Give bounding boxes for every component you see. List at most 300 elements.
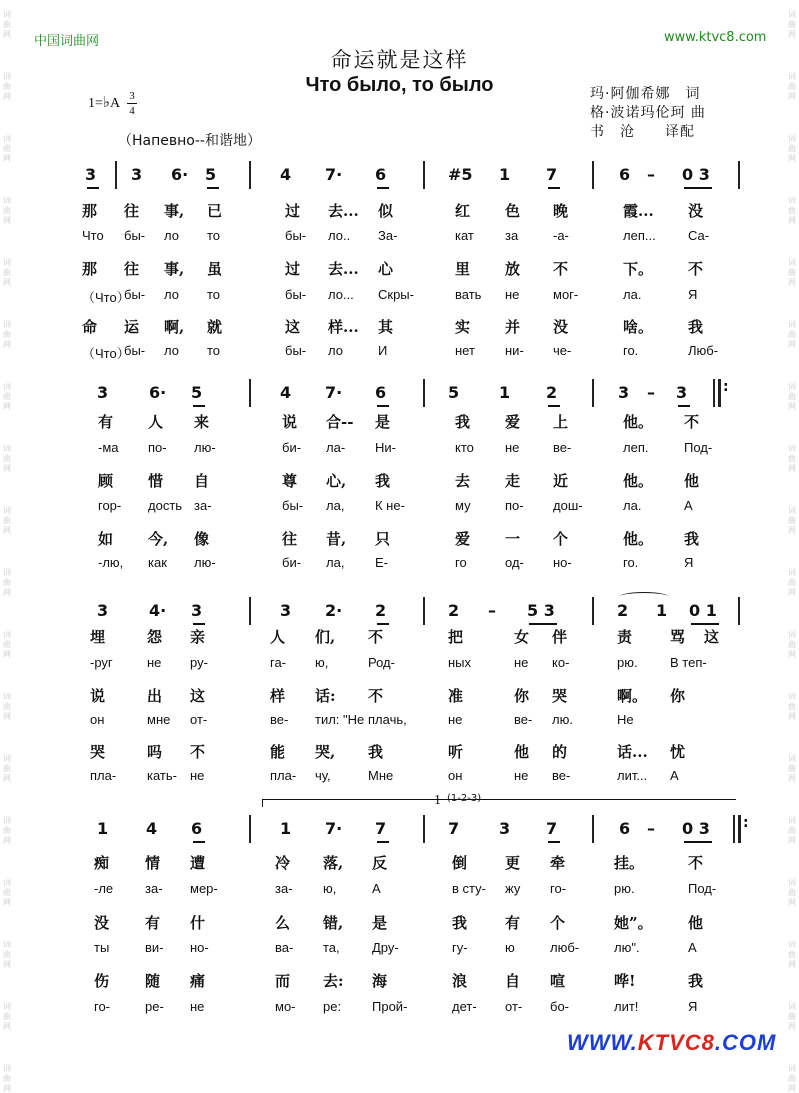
lyric-russian: би- xyxy=(282,440,302,455)
watermark-prefix: WWW. xyxy=(567,1030,638,1055)
side-watermark-glyph: 网 xyxy=(788,774,796,783)
barline xyxy=(423,815,425,843)
barline xyxy=(249,379,251,407)
meter-divider xyxy=(127,103,137,104)
lyric-russian: ве- xyxy=(270,712,289,727)
lyric-chinese: 过 xyxy=(285,202,301,220)
lyric-chinese: 上 xyxy=(553,413,569,431)
side-watermark-glyph: 网 xyxy=(788,588,796,597)
jianpu-note: 6· xyxy=(171,165,189,184)
jianpu-note: 1 xyxy=(280,819,292,838)
lyric-chinese: 像 xyxy=(194,530,210,548)
jianpu-note: 5 xyxy=(448,383,460,402)
jianpu-note: 6 xyxy=(375,383,387,402)
lyric-russian: ло... xyxy=(328,287,354,302)
lyric-chinese: 近 xyxy=(553,472,569,490)
lyric-chinese: 去 xyxy=(455,472,471,490)
jianpu-note: 6 xyxy=(619,165,631,184)
jianpu-note: 2 xyxy=(448,601,460,620)
lyric-russian: Люб- xyxy=(688,343,719,358)
lyric-russian: бы- xyxy=(124,287,146,302)
lyric-russian: ла. xyxy=(623,287,642,302)
jianpu-note: – xyxy=(647,165,655,184)
side-watermark-glyph: 词 xyxy=(788,506,796,515)
eighth-note-underline xyxy=(548,187,560,189)
jianpu-note: 3 xyxy=(618,383,630,402)
lyric-russian: ва- xyxy=(275,940,294,955)
lyric-chinese: 已 xyxy=(207,202,223,220)
lyric-chinese: 自 xyxy=(505,972,521,990)
lyric-chinese: 哗! xyxy=(614,972,636,990)
lyric-chinese: 出 xyxy=(147,687,163,705)
volta-repeat-passes: (1-2-3) xyxy=(447,793,482,804)
side-watermark-glyph: 曲 xyxy=(3,206,11,215)
side-watermark-glyph: 曲 xyxy=(3,640,11,649)
lyric-chinese: 其 xyxy=(378,318,394,336)
side-watermark-glyph: 词 xyxy=(788,134,796,143)
side-watermark-glyph: 网 xyxy=(3,464,11,473)
lyric-russian: бы- xyxy=(285,228,307,243)
barline xyxy=(718,379,721,407)
lyric-chinese: 过 xyxy=(285,260,301,278)
lyric-russian: плачь, xyxy=(368,712,407,727)
side-watermark-glyph: 网 xyxy=(788,960,796,969)
lyric-russian: по- xyxy=(148,440,167,455)
lyric-russian: -ле xyxy=(94,881,114,896)
lyric-chinese: 没 xyxy=(688,202,704,220)
side-watermark-glyph: 曲 xyxy=(788,950,796,959)
lyric-russian: ру- xyxy=(190,655,208,670)
lyric-chinese: 去... xyxy=(328,260,359,278)
lyric-chinese: 我 xyxy=(455,413,471,431)
jianpu-note: 7 xyxy=(546,165,558,184)
lyric-chinese: 牵 xyxy=(550,854,566,872)
side-watermark-glyph: 曲 xyxy=(788,330,796,339)
barline-thin xyxy=(713,379,715,407)
lyric-chinese: 不 xyxy=(368,628,384,646)
lyric-russian: за- xyxy=(145,881,163,896)
jianpu-note: 5 3 xyxy=(527,601,555,620)
lyric-chinese: 能 xyxy=(270,743,286,761)
barline xyxy=(592,815,594,843)
side-watermark-glyph: 网 xyxy=(3,1022,11,1031)
song-title-chinese: 命运就是这样 xyxy=(330,48,469,72)
lyric-russian: Мне xyxy=(368,768,394,783)
lyric-chinese: 啊。 xyxy=(617,687,648,705)
lyric-russian: кать- xyxy=(147,768,177,783)
jianpu-note: 6 xyxy=(191,819,203,838)
side-watermark-glyph: 曲 xyxy=(3,578,11,587)
lyric-russian: рю. xyxy=(617,655,638,670)
lyric-russian: от- xyxy=(505,999,523,1014)
lyric-russian: ло xyxy=(164,228,179,243)
lyric-chinese: 话... xyxy=(617,743,648,761)
jianpu-note: 7· xyxy=(325,165,343,184)
lyric-russian: не xyxy=(505,287,520,302)
lyric-chinese: 虽 xyxy=(207,260,223,278)
lyric-russian: Е- xyxy=(375,555,388,570)
barline xyxy=(738,815,741,843)
barline xyxy=(423,161,425,189)
lyric-russian: бы- xyxy=(124,343,146,358)
lyric-russian: ве- xyxy=(552,768,571,783)
jianpu-note: – xyxy=(647,383,655,402)
lyric-chinese: 落, xyxy=(323,854,344,872)
volta-bracket-left-tick xyxy=(262,799,263,807)
lyric-chinese: 吗 xyxy=(147,743,163,761)
side-watermark-glyph: 曲 xyxy=(3,888,11,897)
lyric-russian: Са- xyxy=(688,228,710,243)
side-watermark-glyph: 词 xyxy=(3,940,11,949)
lyric-russian: ре- xyxy=(145,999,164,1014)
lyric-russian: леп... xyxy=(623,228,656,243)
lyric-chinese: 走 xyxy=(505,472,521,490)
barline xyxy=(249,597,251,625)
side-watermark-glyph: 网 xyxy=(3,712,11,721)
lyric-russian: гор- xyxy=(98,498,122,513)
side-watermark-glyph: 词 xyxy=(788,196,796,205)
lyric-chinese: 有 xyxy=(505,914,521,932)
side-watermark-glyph: 词 xyxy=(788,940,796,949)
lyric-russian: он xyxy=(448,768,463,783)
barline xyxy=(592,379,594,407)
lyric-russian: дет- xyxy=(452,999,477,1014)
lyric-russian: Я xyxy=(688,287,698,302)
lyric-russian: то xyxy=(207,343,221,358)
lyric-russian: в сту- xyxy=(452,881,486,896)
lyric-russian: не xyxy=(190,768,205,783)
side-watermark-glyph: 网 xyxy=(788,154,796,163)
lyric-chinese: 伴 xyxy=(552,628,568,646)
lyric-russian: го. xyxy=(623,343,639,358)
side-watermark-glyph: 曲 xyxy=(788,1074,796,1083)
lyric-russian: бы- xyxy=(124,228,146,243)
lyric-russian: Я xyxy=(684,555,694,570)
lyric-chinese: 他 xyxy=(684,472,700,490)
eighth-note-underline xyxy=(377,405,389,407)
lyric-chinese: 不 xyxy=(688,854,704,872)
lyric-russian: го- xyxy=(550,881,567,896)
eighth-note-underline xyxy=(684,841,712,843)
lyric-chinese: 女 xyxy=(514,628,530,646)
jianpu-note: 3 xyxy=(97,383,109,402)
lyric-russian: ве- xyxy=(514,712,533,727)
lyric-chinese: 而 xyxy=(275,972,291,990)
lyric-chinese: 没 xyxy=(94,914,110,932)
lyric-chinese: 更 xyxy=(505,854,521,872)
side-watermark-glyph: 词 xyxy=(788,692,796,701)
lyric-russian: бо- xyxy=(550,999,570,1014)
jianpu-note: 0 3 xyxy=(682,165,710,184)
lyric-russian: го- xyxy=(94,999,111,1014)
lyric-chinese: 随 xyxy=(145,972,161,990)
barline xyxy=(249,815,251,843)
eighth-note-underline xyxy=(193,841,205,843)
lyric-chinese: 是 xyxy=(375,413,391,431)
side-watermark-glyph: 词 xyxy=(3,444,11,453)
lyric-russian: не xyxy=(505,440,520,455)
lyric-russian: люб- xyxy=(550,940,580,955)
jianpu-note: 1 xyxy=(656,601,668,620)
jianpu-note: 3 xyxy=(97,601,109,620)
lyric-chinese: 挂。 xyxy=(614,854,645,872)
lyric-chinese: 骂 xyxy=(670,628,686,646)
side-watermark-glyph: 曲 xyxy=(788,268,796,277)
side-watermark-glyph: 曲 xyxy=(3,454,11,463)
jianpu-note: 7 xyxy=(448,819,460,838)
lyric-chinese: 不 xyxy=(368,687,384,705)
barline xyxy=(738,597,740,625)
lyric-chinese: 是 xyxy=(372,914,388,932)
lyric-chinese: 惜 xyxy=(148,472,164,490)
side-watermark-glyph: 网 xyxy=(3,92,11,101)
eighth-note-underline xyxy=(548,841,560,843)
lyric-chinese: 你 xyxy=(670,687,686,705)
lyric-chinese: 准 xyxy=(448,687,464,705)
lyric-chinese: 自 xyxy=(194,472,210,490)
eighth-note-underline xyxy=(377,187,389,189)
side-watermark-glyph: 词 xyxy=(3,692,11,701)
side-watermark-glyph: 网 xyxy=(788,526,796,535)
side-watermark-glyph: 网 xyxy=(3,278,11,287)
jianpu-note: 7 xyxy=(375,819,387,838)
side-watermark-glyph: 曲 xyxy=(3,20,11,29)
lyric-chinese: 不 xyxy=(688,260,704,278)
lyric-russian: ю, xyxy=(315,655,329,670)
side-watermark-glyph: 网 xyxy=(788,464,796,473)
side-watermark-glyph: 词 xyxy=(3,258,11,267)
lyric-russian: би- xyxy=(282,555,302,570)
lyric-chinese: 我 xyxy=(688,972,704,990)
lyric-russian: Не xyxy=(617,712,634,727)
side-watermark-glyph: 词 xyxy=(3,10,11,19)
lyric-chinese: 里 xyxy=(455,260,471,278)
jianpu-note: 3 xyxy=(280,601,292,620)
lyric-chinese: 一 xyxy=(505,530,521,548)
lyric-chinese: 我 xyxy=(368,743,384,761)
lyric-russian: ло xyxy=(164,287,179,302)
lyric-russian: Ни- xyxy=(375,440,396,455)
jianpu-note: 4 xyxy=(146,819,158,838)
eighth-note-underline xyxy=(207,187,219,189)
lyric-russian: он xyxy=(90,712,105,727)
lyric-russian: Под- xyxy=(684,440,713,455)
side-watermark-glyph: 词 xyxy=(788,258,796,267)
lyric-chinese: 个 xyxy=(550,914,566,932)
side-watermark-glyph: 曲 xyxy=(788,516,796,525)
lyric-russian: ла, xyxy=(326,498,345,513)
lyric-russian: ни- xyxy=(505,343,524,358)
lyric-chinese: 么 xyxy=(275,914,291,932)
side-watermark-glyph: 网 xyxy=(3,650,11,659)
jianpu-note: 2 xyxy=(617,601,629,620)
lyric-russian: В теп- xyxy=(670,655,707,670)
side-watermark-glyph: 曲 xyxy=(788,206,796,215)
side-watermark-glyph: 词 xyxy=(3,506,11,515)
side-watermark-glyph: 曲 xyxy=(788,826,796,835)
lyric-chinese: 色 xyxy=(505,202,521,220)
lyric-chinese: 人 xyxy=(270,628,286,646)
lyric-chinese: 痴 xyxy=(94,854,110,872)
jianpu-note: 6 xyxy=(375,165,387,184)
jianpu-note: – xyxy=(488,601,496,620)
side-watermark-glyph: 曲 xyxy=(3,330,11,339)
lyric-chinese: 红 xyxy=(455,202,471,220)
lyric-russian: го xyxy=(455,555,467,570)
lyric-chinese: 并 xyxy=(505,318,521,336)
key-note: A xyxy=(109,96,121,111)
lyric-russian: лю- xyxy=(194,440,216,455)
side-watermark-glyph: 词 xyxy=(3,754,11,763)
lyric-russian: бы- xyxy=(282,498,304,513)
lyric-russian: од- xyxy=(505,555,524,570)
lyric-russian: пла- xyxy=(90,768,117,783)
side-watermark-glyph: 词 xyxy=(788,754,796,763)
jianpu-note: 6 xyxy=(619,819,631,838)
lyric-russian: мог- xyxy=(553,287,579,302)
lyric-russian: ло xyxy=(328,343,343,358)
side-watermark-glyph: 曲 xyxy=(788,144,796,153)
side-watermark-glyph: 网 xyxy=(788,30,796,39)
lyric-chinese: 去: xyxy=(323,972,344,990)
side-watermark-glyph: 词 xyxy=(788,382,796,391)
left-watermark-column xyxy=(0,0,14,1093)
lyric-chinese: 这 xyxy=(190,687,206,705)
lyric-russian: -лю, xyxy=(98,555,124,570)
lyric-chinese: 人 xyxy=(148,413,164,431)
lyric-russian: дош- xyxy=(553,498,583,513)
song-title-russian: Что было, то было xyxy=(305,74,494,96)
lyric-chinese: 情 xyxy=(145,854,161,872)
side-watermark-glyph: 网 xyxy=(3,1084,11,1093)
side-watermark-glyph: 曲 xyxy=(788,82,796,91)
lyric-chinese: 实 xyxy=(455,318,471,336)
lyric-russian: （Что） xyxy=(82,290,130,305)
barline xyxy=(423,597,425,625)
side-watermark-glyph: 词 xyxy=(3,1002,11,1011)
lyric-russian: му xyxy=(455,498,471,513)
lyric-russian: лит! xyxy=(614,999,639,1014)
lyric-russian: А xyxy=(372,881,381,896)
side-watermark-glyph: 曲 xyxy=(788,888,796,897)
lyric-chinese: 哭 xyxy=(90,743,106,761)
side-watermark-glyph: 曲 xyxy=(3,82,11,91)
lyric-chinese: 有 xyxy=(145,914,161,932)
lyric-chinese: 就 xyxy=(207,318,223,336)
lyric-chinese: 往 xyxy=(124,202,140,220)
lyric-russian: га- xyxy=(270,655,287,670)
side-watermark-glyph: 曲 xyxy=(3,950,11,959)
lyric-russian: за xyxy=(505,228,519,243)
lyric-chinese: 话: xyxy=(315,687,336,705)
lyric-russian: но- xyxy=(190,940,209,955)
lyric-russian: А xyxy=(684,498,693,513)
jianpu-note: 7· xyxy=(325,383,343,402)
lyric-chinese: 把 xyxy=(448,628,464,646)
eighth-note-underline xyxy=(691,623,719,625)
key-label: 1= xyxy=(88,96,103,111)
lyric-russian: ла. xyxy=(623,498,642,513)
lyric-russian: жу xyxy=(505,881,521,896)
lyric-russian: рю. xyxy=(614,881,635,896)
lyric-russian: не xyxy=(448,712,463,727)
jianpu-note: 2 xyxy=(546,383,558,402)
lyric-chinese: 个 xyxy=(553,530,569,548)
meter-numerator: 3 xyxy=(129,90,135,102)
meter-denominator: 4 xyxy=(129,105,135,117)
barline xyxy=(423,379,425,407)
site-name-label: 中国词曲网 xyxy=(34,34,100,49)
lyric-russian: то xyxy=(207,287,221,302)
lyric-chinese: 说 xyxy=(90,687,106,705)
watermark-brand: KTVC8 xyxy=(637,1030,715,1055)
lyric-chinese: 遭 xyxy=(190,854,206,872)
lyric-chinese: 海 xyxy=(372,972,388,990)
side-watermark-glyph: 网 xyxy=(788,216,796,225)
side-watermark-glyph: 曲 xyxy=(3,702,11,711)
side-watermark-glyph: 网 xyxy=(3,216,11,225)
side-watermark-glyph: 曲 xyxy=(788,702,796,711)
jianpu-note: 4· xyxy=(149,601,167,620)
side-watermark-glyph: 词 xyxy=(3,1064,11,1073)
side-watermark-glyph: 曲 xyxy=(788,764,796,773)
lyric-russian: как xyxy=(148,555,167,570)
side-watermark-glyph: 词 xyxy=(788,568,796,577)
lyric-chinese: 去... xyxy=(328,202,359,220)
side-watermark-glyph: 词 xyxy=(3,568,11,577)
side-watermark-glyph: 词 xyxy=(3,72,11,81)
lyric-chinese: 放 xyxy=(505,260,521,278)
side-watermark-glyph: 曲 xyxy=(788,392,796,401)
lyric-chinese: 不 xyxy=(190,743,206,761)
jianpu-note: 0 1 xyxy=(689,601,717,620)
side-watermark-glyph: 网 xyxy=(788,1022,796,1031)
barline xyxy=(592,161,594,189)
lyric-russian: （Что） xyxy=(82,346,130,361)
side-watermark-glyph: 词 xyxy=(3,134,11,143)
side-watermark-glyph: 网 xyxy=(3,774,11,783)
watermark-url xyxy=(567,1030,776,1056)
lyric-chinese: 什 xyxy=(190,914,206,932)
lyric-russian: мне xyxy=(147,712,171,727)
jianpu-note: 4 xyxy=(280,383,292,402)
lyric-russian: лю. xyxy=(552,712,573,727)
composer-credit: 格·波诺玛伦珂 曲 xyxy=(590,105,706,121)
lyric-chinese: 的 xyxy=(552,743,568,761)
jianpu-note: 3 xyxy=(499,819,511,838)
lyric-russian: ю, xyxy=(323,881,337,896)
barline xyxy=(249,161,251,189)
translator-credit: 书 沧 译配 xyxy=(590,124,695,140)
lyric-russian: К не- xyxy=(375,498,405,513)
jianpu-note: 1 xyxy=(97,819,109,838)
lyric-chinese: 有 xyxy=(98,413,114,431)
lyric-russian: дость xyxy=(148,498,183,513)
side-watermark-glyph: 网 xyxy=(3,30,11,39)
lyric-russian: но- xyxy=(553,555,572,570)
barline xyxy=(738,161,740,189)
side-watermark-glyph: 曲 xyxy=(3,1074,11,1083)
lyric-chinese: 啥。 xyxy=(623,318,654,336)
barline xyxy=(115,161,117,189)
lyric-chinese: 他。 xyxy=(623,530,654,548)
lyric-chinese: 埋 xyxy=(90,628,106,646)
lyric-chinese: 她”。 xyxy=(614,914,653,932)
jianpu-note: 3 xyxy=(131,165,143,184)
eighth-note-underline xyxy=(377,623,389,625)
eighth-note-underline xyxy=(678,405,690,407)
lyric-chinese: 他 xyxy=(688,914,704,932)
